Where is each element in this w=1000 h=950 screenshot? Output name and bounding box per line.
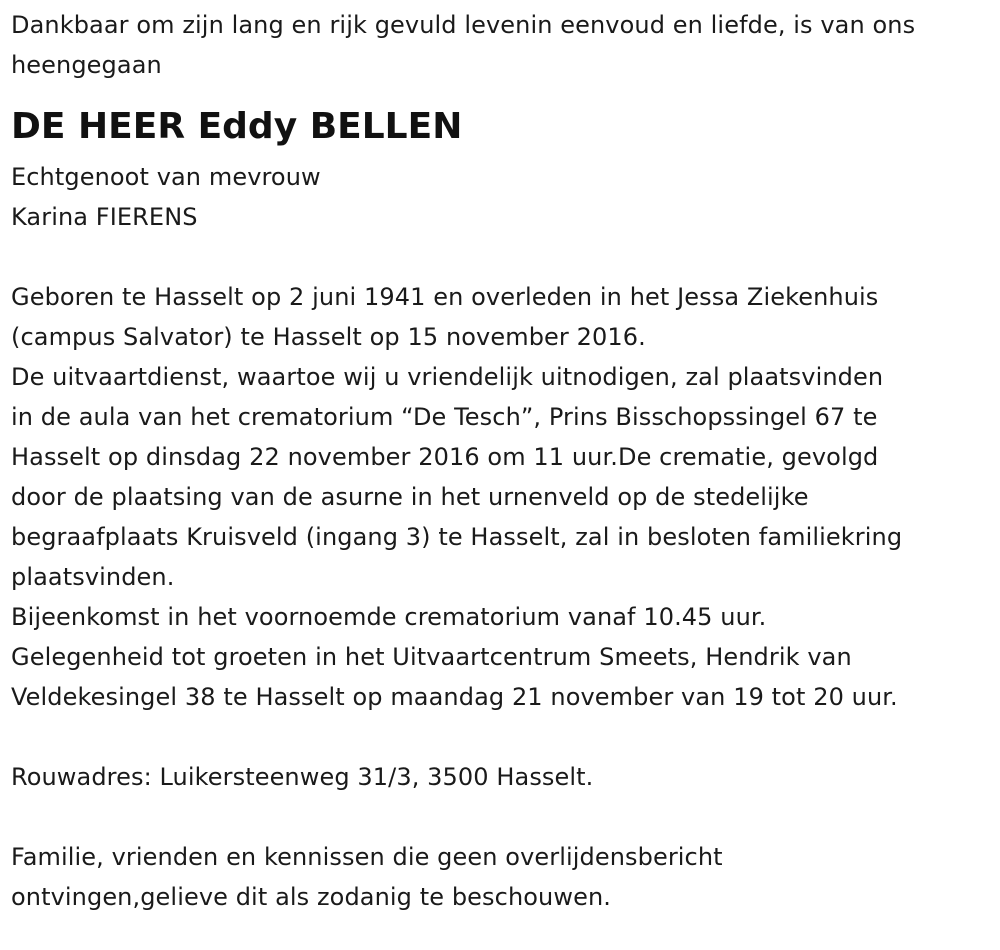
deceased-name: DE HEER Eddy BELLEN — [11, 106, 463, 147]
closing-paragraph — [11, 837, 996, 917]
closing-line: Familie, vrienden en kennissen die geen overlijdensbericht — [11, 843, 723, 871]
details-line: (campus Salvator) te Hasselt op 15 november 2016. — [11, 323, 646, 351]
details-line: Veldekesingel 38 te Hasselt op maandag 21 november van 19 tot 20 uur. — [11, 683, 898, 711]
details-line: Bijeenkomst in het voornoemde crematorium vanaf 10.45 uur. — [11, 603, 767, 631]
details-line: De uitvaartdienst, waartoe wij u vriendelijk uitnodigen, zal plaatsvinden — [11, 363, 884, 391]
details-line: Geboren te Hasselt op 2 juni 1941 en overleden in het Jessa Ziekenhuis — [11, 283, 879, 311]
details-line: in de aula van het crematorium “De Tesch”, Prins Bisschopssingel 67 te — [11, 403, 878, 431]
spouse-line: Echtgenoot van mevrouw — [11, 163, 321, 191]
intro-line: heengegaan — [11, 51, 162, 79]
spacer — [11, 717, 996, 757]
spacer — [11, 797, 996, 837]
spouse-line: Karina FIERENS — [11, 203, 198, 231]
details-line: door de plaatsing van de asurne in het urnenveld op de stedelijke — [11, 483, 809, 511]
intro-line: Dankbaar om zijn lang en rijk gevuld levenin eenvoud en liefde, is van ons — [11, 11, 916, 39]
mourning-address: Rouwadres: Luikersteenweg 31/3, 3500 Hasselt. — [11, 763, 594, 791]
spacer — [11, 237, 996, 277]
closing-line: ontvingen,gelieve dit als zodanig te beschouwen. — [11, 883, 611, 911]
details-line: plaatsvinden. — [11, 563, 175, 591]
intro-paragraph — [11, 5, 996, 85]
details-line: Gelegenheid tot groeten in het Uitvaartcentrum Smeets, Hendrik van — [11, 643, 852, 671]
death-notice — [11, 0, 996, 917]
details-line: begraafplaats Kruisveld (ingang 3) te Hasselt, zal in besloten familiekring — [11, 523, 903, 551]
details-paragraph — [11, 277, 996, 717]
spouse-paragraph — [11, 157, 996, 237]
details-line: Hasselt op dinsdag 22 november 2016 om 11 uur.De crematie, gevolgd — [11, 443, 879, 471]
